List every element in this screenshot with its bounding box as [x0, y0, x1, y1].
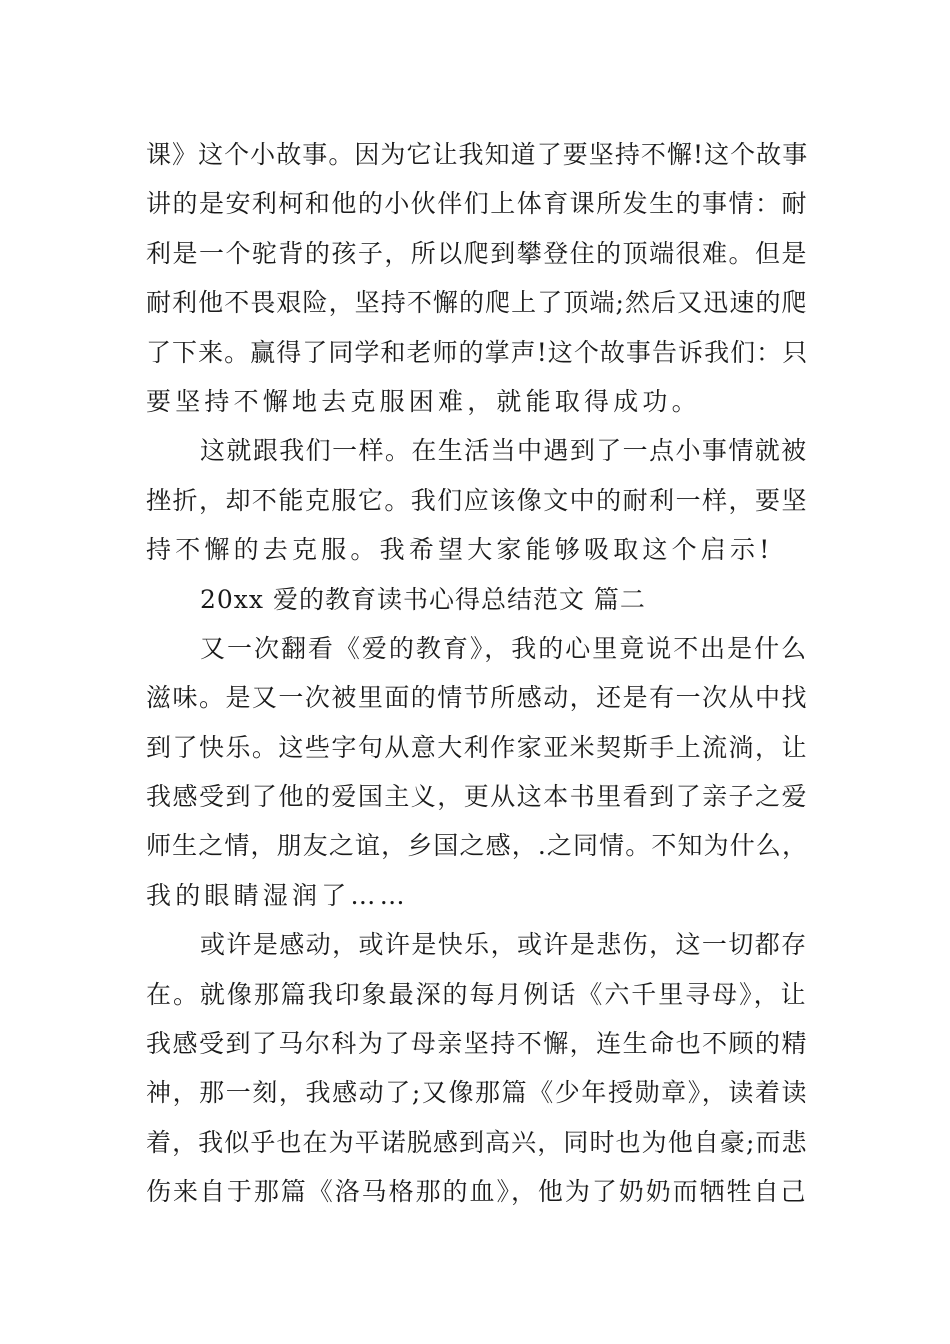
text-line: 滋味。是又一次被里面的情节所感动，还是有一次从中找 — [146, 683, 809, 713]
text-line: 持不懈的去克服。我希望大家能够吸取这个启示! — [146, 535, 774, 565]
text-line: 挫折，却不能克服它。我们应该像文中的耐利一样，要坚 — [146, 485, 809, 515]
text-line: 到了快乐。这些字句从意大利作家亚米契斯手上流淌，让 — [146, 732, 809, 762]
text-line: 耐利他不畏艰险，坚持不懈的爬上了顶端;然后又迅速的爬 — [146, 288, 808, 318]
text-line: 师生之情，朋友之谊，乡国之感，.之同情。不知为什么， — [146, 831, 809, 861]
text-line: 我感受到了他的爱国主义，更从这本书里看到了亲子之爱 — [146, 782, 809, 812]
text-line: 伤来自于那篇《洛马格那的血》，他为了奶奶而牺牲自己 — [146, 1177, 808, 1207]
text-line: 或许是感动，或许是快乐，或许是悲伤，这一切都存 — [200, 930, 808, 960]
text-line: 利是一个驼背的孩子，所以爬到攀登住的顶端很难。但是 — [146, 238, 809, 268]
text-line: 讲的是安利柯和他的小伙伴们上体育课所发生的事情：耐 — [146, 189, 809, 219]
text-line: 这就跟我们一样。在生活当中遇到了一点小事情就被 — [200, 436, 808, 466]
text-line: 我感受到了马尔科为了母亲坚持不懈，连生命也不顾的精 — [146, 1029, 809, 1059]
text-line: 我的眼睛湿润了…… — [146, 880, 409, 910]
text-line: 在。就像那篇我印象最深的每月例话《六千里寻母》，让 — [146, 979, 808, 1009]
text-line: 着，我似乎也在为平诺脱感到高兴，同时也为他自豪;而悲 — [146, 1127, 808, 1157]
document-body — [146, 130, 809, 1217]
text-line: 课》这个小故事。因为它让我知道了要坚持不懈!这个故事 — [146, 140, 809, 169]
text-line: 了下来。赢得了同学和老师的掌声!这个故事告诉我们：只 — [146, 337, 809, 367]
section-heading: 20xx 爱的教育读书心得总结范文 篇二 — [200, 584, 646, 614]
text-line: 又一次翻看《爱的教育》，我的心里竟说不出是什么 — [200, 633, 809, 663]
text-line: 神，那一刻，我感动了;又像那篇《少年授勋章》，读着读 — [146, 1078, 809, 1108]
text-line: 要坚持不懈地去克服困难，就能取得成功。 — [146, 386, 701, 416]
